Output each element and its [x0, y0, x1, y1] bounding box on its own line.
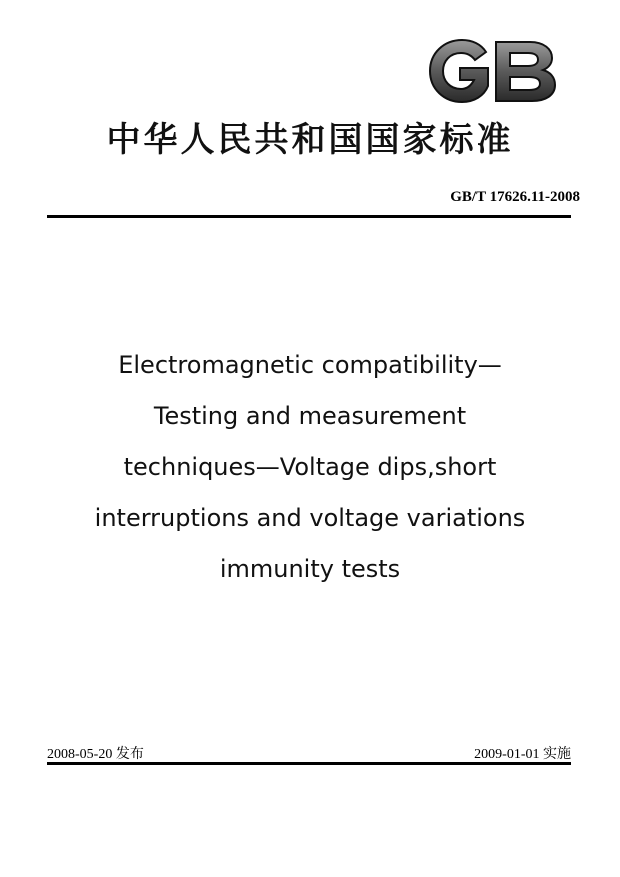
document-title	[40, 340, 580, 595]
title-line: immunity tests	[219, 555, 401, 583]
title-line: Electromagnetic compatibility—	[118, 351, 502, 379]
national-standard-title: 中华人民共和国国家标准	[106, 120, 514, 160]
implementation-date: 2009-01-01 实施	[474, 747, 571, 762]
issue-date: 2008-05-20 发布	[47, 747, 144, 762]
standard-number: GB/T 17626.11-2008	[450, 189, 580, 205]
title-line: techniques—Voltage dips,short	[123, 453, 497, 481]
gb-logo	[426, 38, 558, 104]
title-line: interruptions and voltage variations	[94, 504, 526, 532]
bottom-divider	[47, 762, 571, 765]
top-divider	[47, 215, 571, 218]
title-line: Testing and measurement	[153, 402, 467, 430]
